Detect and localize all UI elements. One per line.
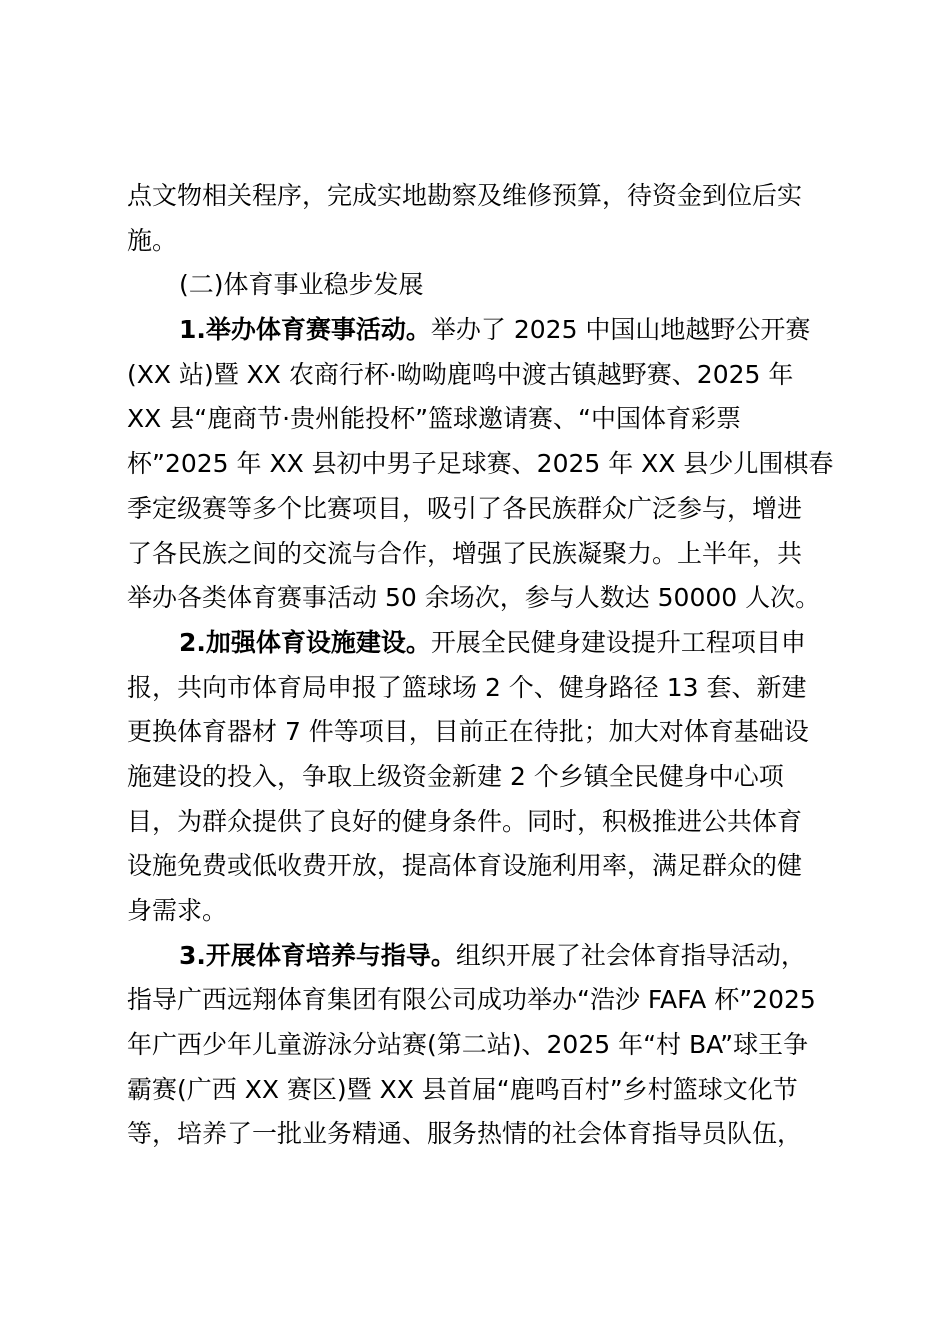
- body-line: 季定级赛等多个比赛项目，吸引了各民族群众广泛参与，增进: [127, 493, 803, 523]
- body-line: 目，为群众提供了良好的健身条件。同时，积极推进公共体育: [127, 806, 803, 836]
- body-line: 设施免费或低收费开放，提高体育设施利用率，满足群众的健: [127, 851, 803, 881]
- paragraph-first-line: [127, 934, 833, 979]
- body-line: 更换体育器材 7 件等项目，目前正在待批；加大对体育基础设: [127, 717, 809, 747]
- document-body: [127, 174, 833, 1157]
- paragraph-heading: 1.举办体育赛事活动。: [179, 315, 431, 345]
- body-line: 了各民族之间的交流与合作，增强了民族凝聚力。上半年，共: [127, 538, 803, 568]
- section-heading: (二)体育事业稳步发展: [179, 270, 424, 300]
- body-line: 等，培养了一批业务精通、服务热情的社会体育指导员队伍，: [127, 1119, 803, 1149]
- body-line: 施建设的投入，争取上级资金新建 2 个乡镇全民健身中心项: [127, 761, 784, 791]
- body-line: 杯”2025 年 XX 县初中男子足球赛、2025 年 XX 县少儿围棋春: [127, 449, 834, 479]
- body-line: 点文物相关程序，完成实地勘察及维修预算，待资金到位后实: [127, 181, 803, 210]
- body-line: 指导广西远翔体育集团有限公司成功举办“浩沙 FAFA 杯”2025: [127, 985, 816, 1015]
- paragraph-text: 组织开展了社会体育指导活动，: [455, 940, 806, 970]
- body-line: 年广西少年儿童游泳分站赛(第二站)、2025 年“村 BA”球王争: [127, 1030, 809, 1060]
- body-line: XX 县“鹿商节·贵州能投杯”篮球邀请赛、“中国体育彩票: [127, 404, 742, 434]
- body-line: 报，共向市体育局申报了篮球场 2 个、健身路径 13 套、新建: [127, 672, 807, 702]
- body-line: 霸赛(广西 XX 赛区)暨 XX 县首届“鹿鸣百村”乡村篮球文化节: [127, 1074, 798, 1104]
- body-line: (XX 站)暨 XX 农商行杯·呦呦鹿鸣中渡古镇越野赛、2025 年: [127, 359, 794, 389]
- paragraph-first-line: [127, 308, 833, 353]
- body-line: 举办各类体育赛事活动 50 余场次，参与人数达 50000 人次。: [127, 583, 821, 613]
- paragraph-first-line: [127, 621, 833, 666]
- body-line: 身需求。: [127, 896, 228, 925]
- paragraph-text: 举办了 2025 中国山地越野公开赛: [430, 315, 811, 345]
- paragraph-text: 开展全民健身建设提升工程项目申: [430, 627, 806, 657]
- paragraph-heading: 3.开展体育培养与指导。: [179, 940, 456, 970]
- paragraph-heading: 2.加强体育设施建设。: [179, 627, 431, 657]
- body-line: 施。: [127, 225, 178, 255]
